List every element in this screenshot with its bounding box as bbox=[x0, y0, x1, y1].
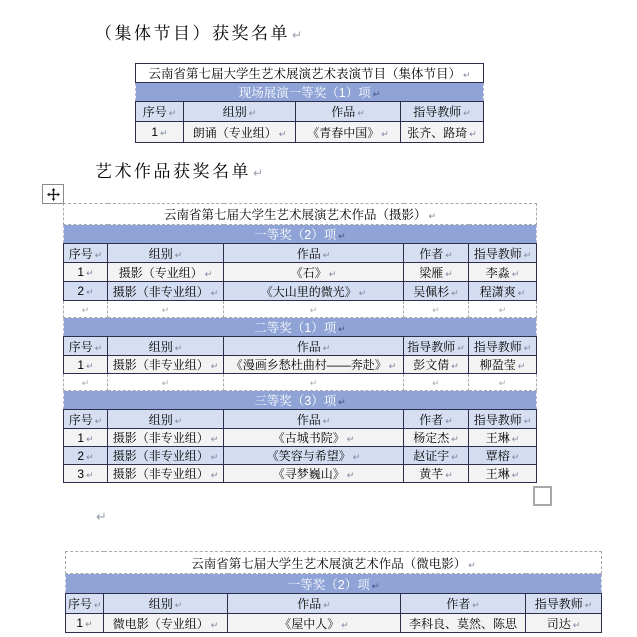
cell-index[interactable]: 3 ↵ bbox=[64, 465, 108, 483]
table-resize-handle[interactable] bbox=[533, 486, 552, 506]
cell-index[interactable]: 1 ↵ bbox=[64, 429, 108, 447]
heading-artworks-awards-text: 艺术作品获奖名单 bbox=[95, 162, 251, 181]
cell-work[interactable]: 《屋中人》 ↵ bbox=[228, 614, 401, 633]
cell-author[interactable]: 李科良、莫然、陈思 bbox=[401, 614, 526, 633]
table-row bbox=[64, 263, 537, 282]
col-header-index[interactable]: 序号 ↵ bbox=[64, 337, 108, 356]
col-header-author[interactable]: 作者 ↵ bbox=[404, 410, 469, 429]
cell-work[interactable]: 《古城书院》 ↵ bbox=[224, 429, 404, 447]
award-band-second[interactable]: 二等奖（1）项 ↵ bbox=[64, 318, 537, 337]
move-arrows-icon bbox=[47, 188, 60, 201]
cell-index[interactable]: 1 ↵ bbox=[66, 614, 104, 633]
cell-group[interactable]: 摄影（非专业组） ↵ bbox=[108, 465, 224, 483]
col-header-author[interactable]: 作者 ↵ bbox=[401, 594, 526, 614]
col-header-author[interactable]: 作者 ↵ bbox=[404, 244, 469, 263]
cell-author[interactable]: 黄芊 ↵ bbox=[404, 465, 469, 483]
paragraph-mark: ↵ bbox=[292, 28, 303, 42]
cell-group[interactable]: 摄影（非专业组） ↵ bbox=[108, 282, 224, 301]
cell-work[interactable]: 《寻梦巍山》 ↵ bbox=[224, 465, 404, 483]
cell-teacher[interactable]: 王琳 ↵ bbox=[469, 429, 537, 447]
table-title[interactable]: 云南省第七届大学生艺术展演艺术作品（微电影） ↵ bbox=[66, 552, 602, 574]
empty-separator-row[interactable] bbox=[64, 374, 537, 391]
cell-teacher[interactable]: 覃榕 ↵ bbox=[469, 447, 537, 465]
cell-work[interactable]: 《大山里的微光》 ↵ bbox=[224, 282, 404, 301]
paragraph-mark: ↵ bbox=[96, 509, 107, 524]
cell-group[interactable]: 摄影（非专业组） ↵ bbox=[108, 356, 224, 374]
microfilm-awards-table bbox=[65, 551, 602, 633]
cell-teacher[interactable]: 王琳 ↵ bbox=[469, 465, 537, 483]
cell-author[interactable]: 赵证宇 ↵ bbox=[404, 447, 469, 465]
col-header-index[interactable]: 序号 ↵ bbox=[66, 594, 104, 614]
col-header-group[interactable]: 组别 ↵ bbox=[108, 244, 224, 263]
cell-group[interactable]: 微电影（专业组） ↵ bbox=[104, 614, 228, 633]
cell-index[interactable]: 1 ↵ bbox=[136, 122, 184, 143]
table-row bbox=[64, 447, 537, 465]
col-header-teacher[interactable]: 指导教师 ↵ bbox=[401, 102, 484, 122]
empty-separator-row[interactable] bbox=[64, 301, 537, 318]
table-row bbox=[64, 356, 537, 374]
table-row bbox=[64, 282, 537, 301]
heading-collective-awards-text: （集体节目）获奖名单 bbox=[95, 24, 290, 43]
heading-artworks-awards[interactable] bbox=[95, 157, 263, 182]
col-header-teacher[interactable]: 指导教师 ↵ bbox=[469, 244, 537, 263]
cell-index[interactable]: 1 ↵ bbox=[64, 263, 108, 282]
cell-author[interactable]: 杨定杰 ↵ bbox=[404, 429, 469, 447]
cell-index[interactable]: 1 ↵ bbox=[64, 356, 108, 374]
award-band[interactable]: 现场展演一等奖（1）项 ↵ bbox=[136, 83, 484, 102]
col-header-index[interactable]: 序号 ↵ bbox=[136, 102, 184, 122]
cell-work[interactable]: 《青春中国》 ↵ bbox=[296, 122, 401, 143]
photography-awards-table bbox=[63, 203, 537, 483]
col-header-work[interactable]: 作品 ↵ bbox=[296, 102, 401, 122]
table-row bbox=[66, 614, 602, 633]
table-move-handle[interactable] bbox=[42, 184, 64, 204]
col-header-teacher[interactable]: 指导教师 ↵ bbox=[469, 410, 537, 429]
cell-group[interactable]: 摄影（专业组） ↵ bbox=[108, 263, 224, 282]
award-band-first[interactable]: 一等奖（2）项 ↵ bbox=[66, 574, 602, 594]
col-header-index[interactable]: 序号 ↵ bbox=[64, 244, 108, 263]
cell-work[interactable]: 《笑容与希望》 ↵ bbox=[224, 447, 404, 465]
col-header-work[interactable]: 作品 ↵ bbox=[224, 410, 404, 429]
heading-collective-awards[interactable] bbox=[95, 19, 302, 44]
cell-author[interactable]: 彭文倩 ↵ bbox=[404, 356, 469, 374]
cell-teacher[interactable]: 司达 ↵ bbox=[526, 614, 602, 633]
paragraph-mark: ↵ bbox=[253, 166, 264, 180]
col-header-teacher[interactable]: 指导教师 ↵ bbox=[526, 594, 602, 614]
cell-author[interactable]: 吴佩杉 ↵ bbox=[404, 282, 469, 301]
cell-group[interactable]: 摄影（非专业组） ↵ bbox=[108, 429, 224, 447]
col-header-teacher[interactable]: 指导教师 ↵ bbox=[404, 337, 469, 356]
col-header-work[interactable]: 作品 ↵ bbox=[224, 337, 404, 356]
table-row bbox=[136, 122, 484, 143]
table-title[interactable]: 云南省第七届大学生艺术展演艺术表演节目（集体节目） ↵ bbox=[136, 64, 484, 83]
col-header-group[interactable]: 组别 ↵ bbox=[104, 594, 228, 614]
performance-awards-table bbox=[135, 63, 484, 143]
cell-teacher[interactable]: 柳盈莹 ↵ bbox=[469, 356, 537, 374]
col-header-teacher[interactable]: 指导教师 ↵ bbox=[469, 337, 537, 356]
cell-teacher[interactable]: 张齐、路琦 ↵ bbox=[401, 122, 484, 143]
cell-index[interactable]: 2 ↵ bbox=[64, 447, 108, 465]
cell-work[interactable]: 《石》 ↵ bbox=[224, 263, 404, 282]
cell-group[interactable]: 摄影（非专业组） ↵ bbox=[108, 447, 224, 465]
cell-author[interactable]: 梁雁 ↵ bbox=[404, 263, 469, 282]
table-row bbox=[64, 465, 537, 483]
cell-teacher[interactable]: 程潇爽 ↵ bbox=[469, 282, 537, 301]
cell-work[interactable]: 《漫画乡愁杜曲村——奔赴》 ↵ bbox=[224, 356, 404, 374]
cell-group[interactable]: 朗诵（专业组） ↵ bbox=[184, 122, 296, 143]
col-header-group[interactable]: 组别 ↵ bbox=[108, 410, 224, 429]
col-header-work[interactable]: 作品 ↵ bbox=[224, 244, 404, 263]
col-header-group[interactable]: 组别 ↵ bbox=[108, 337, 224, 356]
col-header-group[interactable]: 组别 ↵ bbox=[184, 102, 296, 122]
col-header-index[interactable]: 序号 ↵ bbox=[64, 410, 108, 429]
cell-index[interactable]: 2 ↵ bbox=[64, 282, 108, 301]
col-header-work[interactable]: 作品 ↵ bbox=[228, 594, 401, 614]
table-title[interactable]: 云南省第七届大学生艺术展演艺术作品（摄影） ↵ bbox=[64, 204, 537, 225]
award-band-third[interactable]: 三等奖（3）项 ↵ bbox=[64, 391, 537, 410]
table-row bbox=[64, 429, 537, 447]
award-band-first[interactable]: 一等奖（2）项 ↵ bbox=[64, 225, 537, 244]
cell-teacher[interactable]: 李淼 ↵ bbox=[469, 263, 537, 282]
